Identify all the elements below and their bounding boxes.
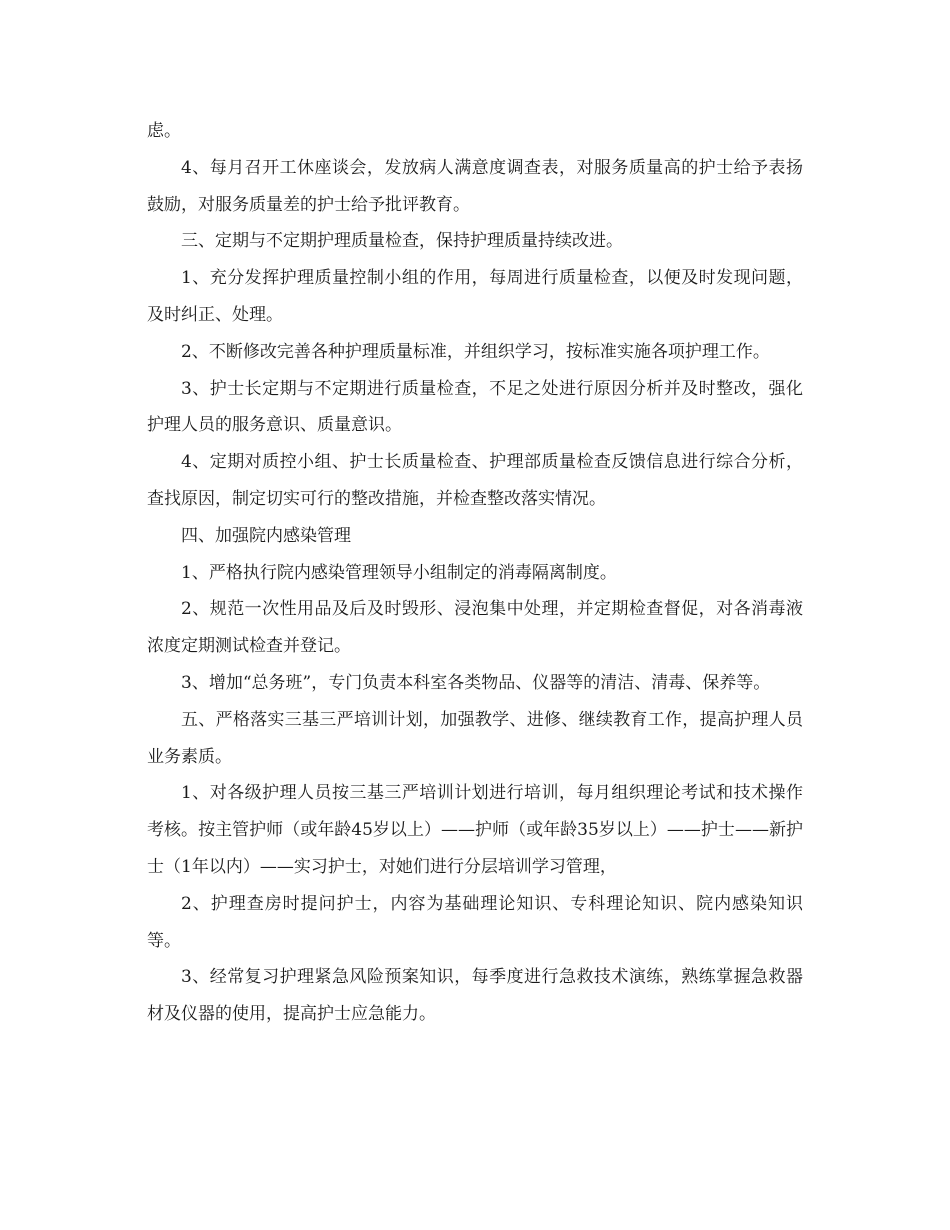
section-heading: 五、严格落实三基三严培训计划，加强教学、进修、继续教育工作，提高护理人员业务素质。: [147, 709, 803, 767]
paragraph: 2、护理查房时提问护士，内容为基础理论知识、专科理论知识、院内感染知识等。: [147, 893, 803, 951]
paragraph: 3、增加“总务班”，专门负责本科室各类物品、仪器等的清洁、清毒、保养等。: [181, 672, 771, 693]
paragraph: 3、经常复习护理紧急风险预案知识，每季度进行急救技术演练，熟练掌握急救器材及仪器的使用，提高护士应急能力。: [147, 967, 803, 1025]
document-body: [147, 113, 803, 1033]
section-heading: 四、加强院内感染管理: [181, 525, 351, 546]
paragraph: 1、对各级护理人员按三基三严培训计划进行培训，每月组织理论考试和技术操作考核。按主管护师（或年龄45岁以上）——护师（或年龄35岁以上）——护士——新护士（1年以内）——实习护士，对她们进行分层培训学习管理，: [147, 783, 803, 877]
paragraph: 1、严格执行院内感染管理领导小组制定的消毒隔离制度。: [181, 562, 617, 583]
paragraph: 4、定期对质控小组、护士长质量检查、护理部质量检查反馈信息进行综合分析，查找原因，制定切实可行的整改措施，并检查整改落实情况。: [147, 452, 803, 509]
paragraph: 2、不断修改完善各种护理质量标准，并组织学习，按标准实施各项护理工作。: [181, 341, 770, 362]
paragraph: 3、护士长定期与不定期进行质量检查，不足之处进行原因分析并及时整改，强化护理人员的服务意识、质量意识。: [147, 378, 803, 436]
paragraph: 1、充分发挥护理质量控制小组的作用，每周进行质量检查，以便及时发现问题，及时纠正、处理。: [147, 268, 803, 325]
paragraph: 4、每月召开工休座谈会，发放病人满意度调查表，对服务质量高的护士给予表扬鼓励，对服务质量差的护士给予批评教育。: [147, 157, 803, 215]
paragraph: 2、规范一次性用品及后及时毁形、浸泡集中处理，并定期检查督促，对各消毒液浓度定期测试检查并登记。: [147, 599, 803, 657]
paragraph: 虑。: [147, 121, 181, 141]
section-heading: 三、定期与不定期护理质量检查，保持护理质量持续改进。: [181, 231, 623, 252]
